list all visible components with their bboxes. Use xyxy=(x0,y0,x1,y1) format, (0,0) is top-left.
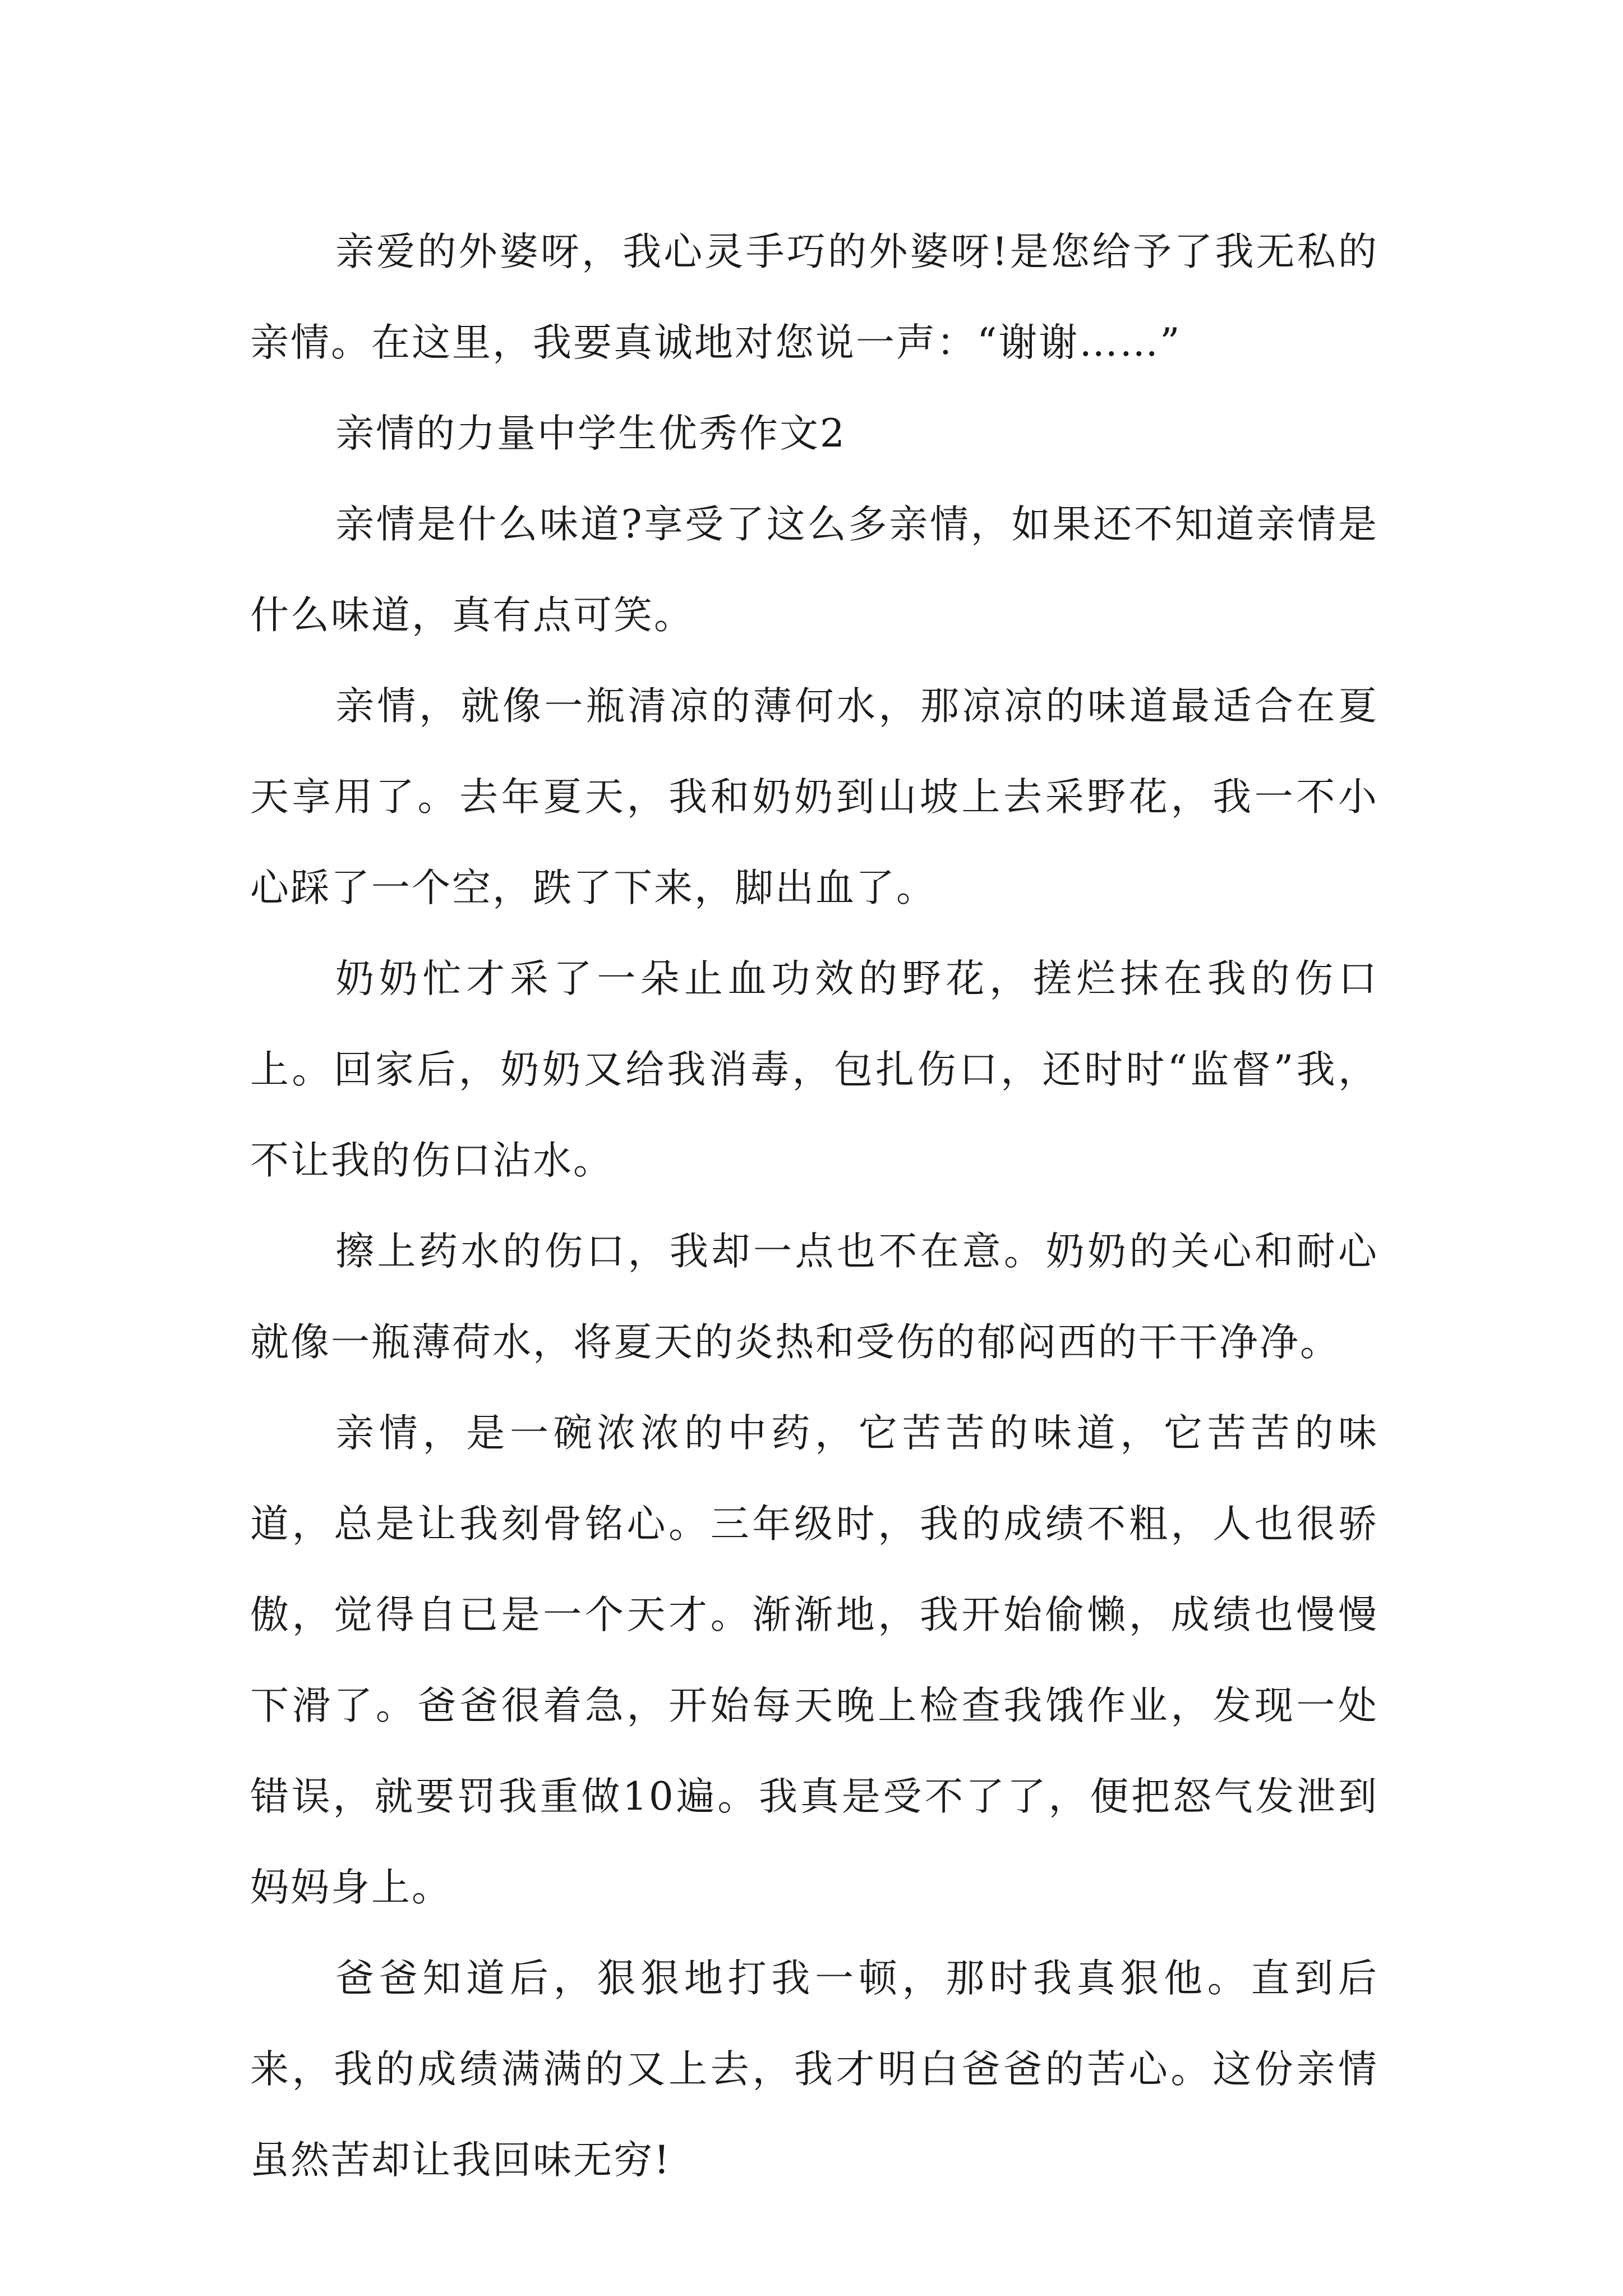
paragraph: 亲情是什么味道?享受了这么多亲情，如果还不知道亲情是什么味道，真有点可笑。 xyxy=(250,502,1378,638)
essay-title: 亲情的力量中学生优秀作文2 xyxy=(335,411,846,456)
essay-body xyxy=(250,206,1378,2206)
paragraph: 亲情，就像一瓶清凉的薄何水，那凉凉的味道最适合在夏天享用了。去年夏天，我和奶奶到山坡上去采野花，我一不小心踩了一个空，跌了下来，脚出血了。 xyxy=(250,684,1378,910)
paragraph: 亲情，是一碗浓浓的中药，它苦苦的味道，它苦苦的味道，总是让我刻骨铭心。三年级时，我的成绩不粗，人也很骄傲，觉得自已是一个天才。渐渐地，我开始偷懒，成绩也慢慢下滑了。爸爸很着急，开始每天晚上检查我饿作业，发现一处错误，就要罚我重做10遍。我真是受不了了，便把怒气发泄到妈妈身上。 xyxy=(250,1411,1378,1910)
paragraph: 奶奶忙才采了一朵止血功效的野花，搓烂抹在我的伤口上。回家后，奶奶又给我消毒，包扎伤口，还时时“监督”我，不让我的伤口沾水。 xyxy=(250,956,1378,1183)
paragraph: 爸爸知道后，狠狠地打我一顿，那时我真狠他。直到后来，我的成绩满满的又上去，我才明白爸爸的苦心。这份亲情虽然苦却让我回味无穷! xyxy=(250,1956,1378,2183)
paragraph: 擦上药水的伤口，我却一点也不在意。奶奶的关心和耐心就像一瓶薄荷水，将夏天的炎热和受伤的郁闷西的干干净净。 xyxy=(250,1229,1378,1365)
paragraph: 亲爱的外婆呀，我心灵手巧的外婆呀!是您给予了我无私的亲情。在这里，我要真诚地对您说一声：“谢谢……” xyxy=(250,229,1378,365)
